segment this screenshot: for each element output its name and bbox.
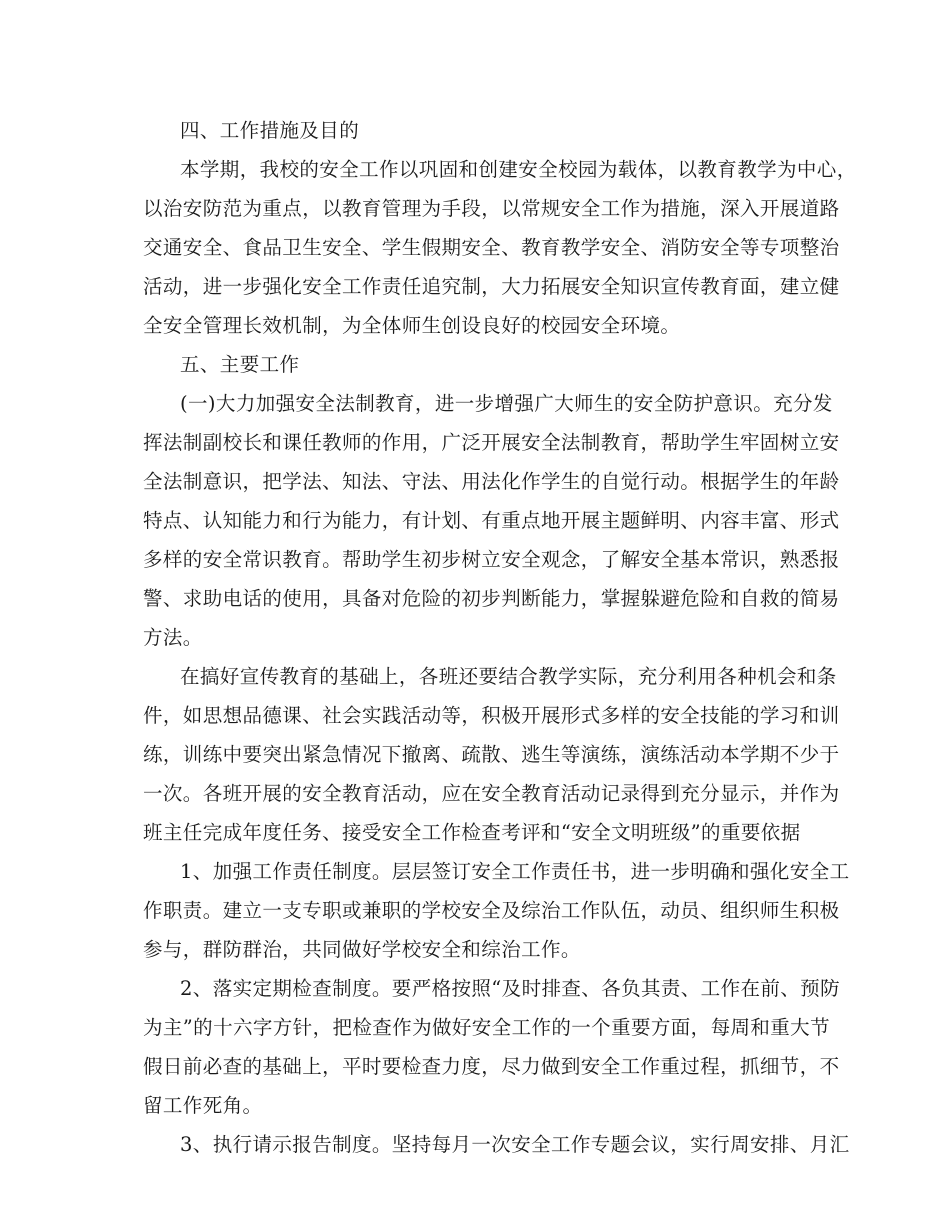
- section-heading-main-work: 五、主要工作: [180, 353, 300, 376]
- paragraph-line: 特点、认知能力和行为能力，有计划、有重点地开展主题鲜明、内容丰富、形式: [143, 509, 840, 532]
- paragraph-line: 本学期，我校的安全工作以巩固和创建安全校园为载体，以教育教学为中心，: [180, 158, 857, 181]
- paragraph-line: 警、求助电话的使用，具备对危险的初步判断能力，掌握躲避危险和自救的简易: [143, 587, 840, 610]
- paragraph-line: 班主任完成年度任务、接受安全工作检查考评和“安全文明班级”的重要依据: [143, 821, 801, 844]
- paragraph-line: 一次。各班开展的安全教育活动，应在安全教育活动记录得到充分显示，并作为: [143, 782, 840, 805]
- section-heading-measures: 四、工作措施及目的: [180, 119, 360, 142]
- paragraph-line: 1、加强工作责任制度。层层签订安全工作责任书，进一步明确和强化安全工: [180, 860, 850, 883]
- paragraph-line: 挥法制副校长和课任教师的作用，广泛开展安全法制教育，帮助学生牢固树立安: [143, 431, 840, 454]
- paragraph-line: 交通安全、食品卫生安全、学生假期安全、教育教学安全、消防安全等专项整治: [143, 236, 840, 259]
- paragraph-line: 件，如思想品德课、社会实践活动等，积极开展形式多样的安全技能的学习和训: [143, 704, 840, 727]
- paragraph-line: 假日前必查的基础上，平时要检查力度，尽力做到安全工作重过程，抓细节，不: [143, 1055, 840, 1078]
- paragraph-line: 全安全管理长效机制，为全体师生创设良好的校园安全环境。: [143, 314, 681, 337]
- paragraph-line: 方法。: [143, 626, 203, 649]
- paragraph-line: 参与，群防群治，共同做好学校安全和综治工作。: [143, 938, 581, 961]
- paragraph-line: 以治安防范为重点，以教育管理为手段，以常规安全工作为措施，深入开展道路: [143, 197, 840, 220]
- paragraph-line: 练，训练中要突出紧急情况下撤离、疏散、逃生等演练，演练活动本学期不少于: [143, 743, 840, 766]
- paragraph-line: 3、执行请示报告制度。坚持每月一次安全工作专题会议，实行周安排、月汇: [180, 1133, 850, 1156]
- paragraph-line: 为主”的十六字方针，把检查作为做好安全工作的一个重要方面，每周和重大节: [143, 1016, 830, 1039]
- paragraph-line: 在搞好宣传教育的基础上，各班还要结合教学实际，充分利用各种机会和条: [180, 665, 837, 688]
- paragraph-line: 2、落实定期检查制度。要严格按照“及时排查、各负其责、工作在前、预防: [180, 977, 840, 1000]
- paragraph-line: 活动，进一步强化安全工作责任追究制，大力拓展安全知识宣传教育面，建立健: [143, 275, 840, 298]
- paragraph-line: 留工作死角。: [143, 1094, 263, 1117]
- paragraph-line: (一)大力加强安全法制教育，进一步增强广大师生的安全防护意识。充分发: [180, 392, 833, 415]
- paragraph-line: 全法制意识，把学法、知法、守法、用法化作学生的自觉行动。根据学生的年龄: [143, 470, 840, 493]
- paragraph-line: 多样的安全常识教育。帮助学生初步树立安全观念，了解安全基本常识，熟悉报: [143, 548, 840, 571]
- paragraph-line: 作职责。建立一支专职或兼职的学校安全及综治工作队伍，动员、组织师生积极: [143, 899, 840, 922]
